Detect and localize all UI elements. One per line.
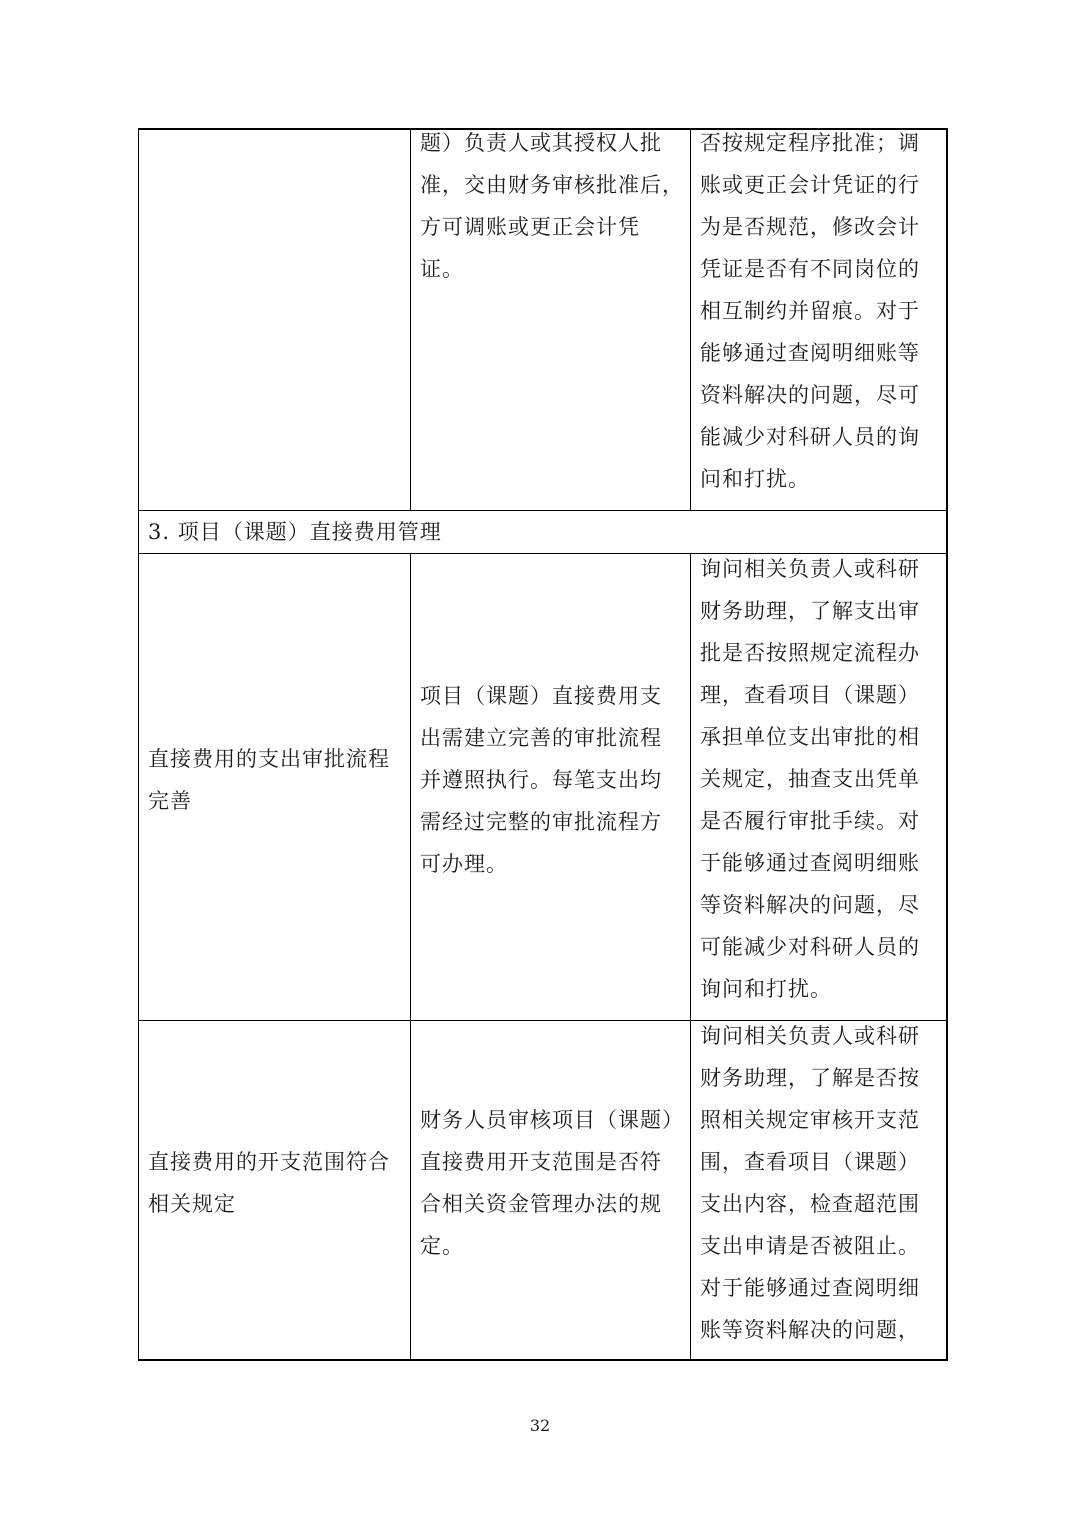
table-border-bottom <box>138 1359 948 1361</box>
text-line: 财务助理，了解是否按 <box>700 1066 920 1090</box>
text-line: 账或更正会计凭证的行 <box>700 173 920 197</box>
text-line: 能够通过查阅明细账等 <box>700 341 920 365</box>
column-divider <box>690 128 691 510</box>
text-line: 是否履行审批手续。对 <box>700 809 920 833</box>
text-line: 否按规定程序批准；调 <box>700 131 920 155</box>
text-line: 题）负责人或其授权人批 <box>420 131 662 155</box>
text-line: 准，交由财务审核批准后， <box>420 173 684 197</box>
section-header <box>148 511 442 553</box>
text-line: 直接费用的支出审批流程 <box>148 747 390 771</box>
text-line: 询问和打扰。 <box>700 977 832 1001</box>
text-line: 合相关资金管理办法的规 <box>420 1192 662 1216</box>
text-line: 项目（课题）直接费用支 <box>420 684 662 708</box>
text-line: 围，查看项目（课题） <box>700 1150 920 1174</box>
text-line: 凭证是否有不同岗位的 <box>700 257 920 281</box>
approval-requirement-cell <box>420 675 662 885</box>
text-line: 为是否规范，修改会计 <box>700 215 920 239</box>
text-line: 直接费用的开支范围符合 <box>148 1150 390 1174</box>
continued-requirement-cell <box>420 122 684 290</box>
page-number: 32 <box>529 1416 551 1435</box>
text-line: 并遵照执行。每笔支出均 <box>420 768 662 792</box>
scope-item-cell <box>148 1141 390 1225</box>
text-line: 账等资料解决的问题， <box>700 1318 920 1342</box>
text-line: 对于能够通过查阅明细 <box>700 1276 920 1300</box>
text-line: 可办理。 <box>420 852 508 876</box>
text-line: 关规定，抽查支出凭单 <box>700 767 920 791</box>
text-line: 出需建立完善的审批流程 <box>420 726 662 750</box>
section-header-text: 3. 项目（课题）直接费用管理 <box>148 520 442 544</box>
text-line: 照相关规定审核开支范 <box>700 1108 920 1132</box>
column-divider <box>410 128 411 510</box>
approval-item-cell <box>148 738 390 822</box>
text-line: 财务助理，了解支出审 <box>700 599 920 623</box>
text-line: 等资料解决的问题，尽 <box>700 893 920 917</box>
text-line: 能减少对科研人员的询 <box>700 425 920 449</box>
text-line: 定。 <box>420 1234 464 1258</box>
text-line: 承担单位支出审批的相 <box>700 725 920 749</box>
text-line: 询问相关负责人或科研 <box>700 557 920 581</box>
table-border-left <box>138 128 139 1361</box>
table-border-right <box>946 128 948 1361</box>
text-line: 支出内容，检查超范围 <box>700 1192 920 1216</box>
text-line: 资料解决的问题，尽可 <box>700 383 920 407</box>
text-line: 于能够通过查阅明细账 <box>700 851 920 875</box>
text-line: 批是否按照规定流程办 <box>700 641 920 665</box>
column-divider <box>410 553 411 1361</box>
text-line: 相互制约并留痕。对于 <box>700 299 920 323</box>
approval-check-method-cell <box>700 548 920 1010</box>
text-line: 相关规定 <box>148 1192 236 1216</box>
scope-requirement-cell <box>420 1099 684 1267</box>
text-line: 方可调账或更正会计凭 <box>420 215 640 239</box>
text-line: 直接费用开支范围是否符 <box>420 1150 662 1174</box>
text-line: 可能减少对科研人员的 <box>700 935 920 959</box>
text-line: 理，查看项目（课题） <box>700 683 920 707</box>
text-line: 财务人员审核项目（课题） <box>420 1108 684 1132</box>
column-divider <box>690 553 691 1361</box>
text-line: 询问相关负责人或科研 <box>700 1024 920 1048</box>
text-line: 问和打扰。 <box>700 467 810 491</box>
text-line: 需经过完整的审批流程方 <box>420 810 662 834</box>
text-line: 证。 <box>420 257 464 281</box>
text-line: 支出申请是否被阻止。 <box>700 1234 920 1258</box>
scope-check-method-cell <box>700 1015 920 1351</box>
continued-check-method-cell <box>700 122 920 500</box>
text-line: 完善 <box>148 789 192 813</box>
